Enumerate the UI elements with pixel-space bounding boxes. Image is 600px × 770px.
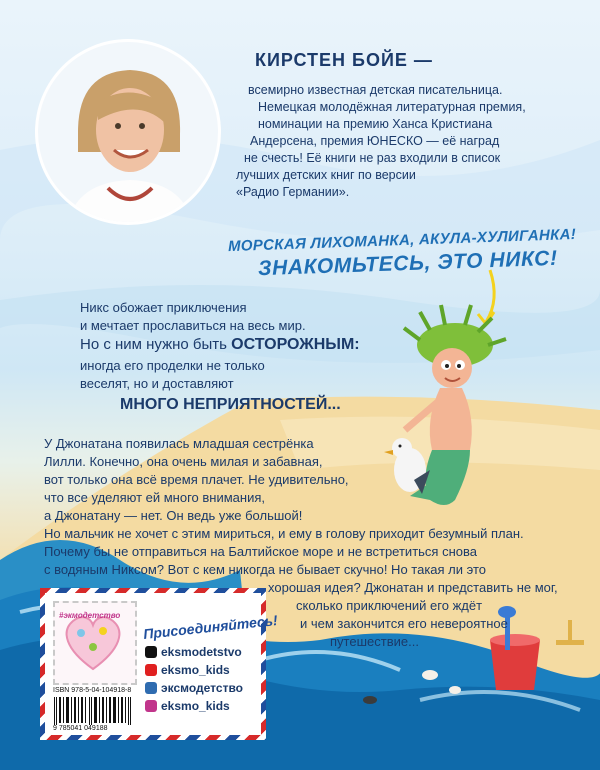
isbn: ISBN 978-5-04-104918-8: [53, 687, 132, 694]
story-line: с водяным Никсом? Вот с кем никогда не бывает скучно! Но такая ли это: [44, 562, 487, 577]
author-bio-line: лучших детских книг по версии: [236, 168, 416, 182]
tagline-line-1: МОРСКАЯ ЛИХОМАНКА, АКУЛА-ХУЛИГАНКА!: [227, 225, 577, 256]
stamp-hashtag: #экмодетство: [59, 611, 121, 620]
intro-emphasis-line: МНОГО НЕПРИЯТНОСТЕЙ...: [120, 396, 341, 413]
barcode-digits: 9 785041 049188: [53, 725, 108, 732]
instagram-icon: [145, 700, 157, 712]
author-photo: [38, 42, 218, 222]
intro-line: [80, 336, 360, 354]
barcode: [53, 697, 133, 725]
social-item[interactable]: [145, 645, 242, 659]
intro-line: и мечтает прославиться на весь мир.: [80, 318, 306, 333]
author-bio-line: «Радио Германии».: [236, 185, 350, 199]
author-bio-line: всемирно известная детская писательница.: [248, 83, 503, 97]
intro-line: Никс обожает приключения: [80, 300, 247, 315]
intro-line: веселят, но и доставляют: [80, 376, 234, 391]
story-line: а Джонатану — нет. Он ведь уже большой!: [44, 508, 303, 523]
tiktok-icon: [145, 646, 157, 658]
story-line: У Джонатана появилась младшая сестрёнка: [44, 436, 314, 451]
social-sticker: [40, 588, 279, 740]
author-bio-line: не счесть! Её книги не раз входили в список: [244, 151, 501, 165]
intro-emphasis: ОСТОРОЖНЫМ:: [231, 336, 360, 353]
story-line: Лилли. Конечно, она очень милая и забавная,: [44, 454, 323, 469]
author-name: КИРСТЕН БОЙЕ —: [255, 50, 433, 70]
story-line: вот только она всё время плачет. Не удивительно,: [44, 472, 349, 487]
join-label: Присоединяйтесь!: [142, 611, 279, 643]
story-line: путешествие...: [330, 634, 419, 649]
author-bio-line: Немецкая молодёжная литературная премия,: [258, 100, 526, 114]
story-line: сколько приключений его ждёт: [296, 598, 483, 613]
social-label: eksmodetstvo: [161, 645, 242, 659]
story-line: и чем закончится его невероятное: [300, 616, 508, 631]
intro-text: Но с ним нужно быть: [80, 336, 232, 353]
stamp: [53, 601, 137, 685]
social-label: eksmo_kids: [161, 699, 230, 713]
story-line: Но мальчик не хочет с этим мириться, и ему в голову приходит безумный план.: [44, 526, 524, 541]
tagline-line-2: ЗНАКОМЬТЕСЬ, ЭТО НИКС!: [257, 246, 558, 281]
social-item[interactable]: [145, 663, 230, 677]
story-line: хорошая идея? Джонатан и представить не мог,: [268, 580, 558, 595]
social-label: eksmo_kids: [161, 663, 230, 677]
story-line: Почему бы не отправиться на Балтийское море и не встретиться снова: [44, 544, 477, 559]
social-label: эксмодетство: [161, 681, 243, 695]
author-bio-line: номинации на премию Ханса Кристиана: [258, 117, 493, 131]
social-item[interactable]: [145, 699, 230, 713]
vk-icon: [145, 682, 157, 694]
story-line: что все уделяют ей много внимания,: [44, 490, 265, 505]
youtube-icon: [145, 664, 157, 676]
social-item[interactable]: [145, 681, 243, 695]
intro-line: иногда его проделки не только: [80, 358, 265, 373]
author-bio-line: Андерсена, премия ЮНЕСКО — её наград: [250, 134, 500, 148]
